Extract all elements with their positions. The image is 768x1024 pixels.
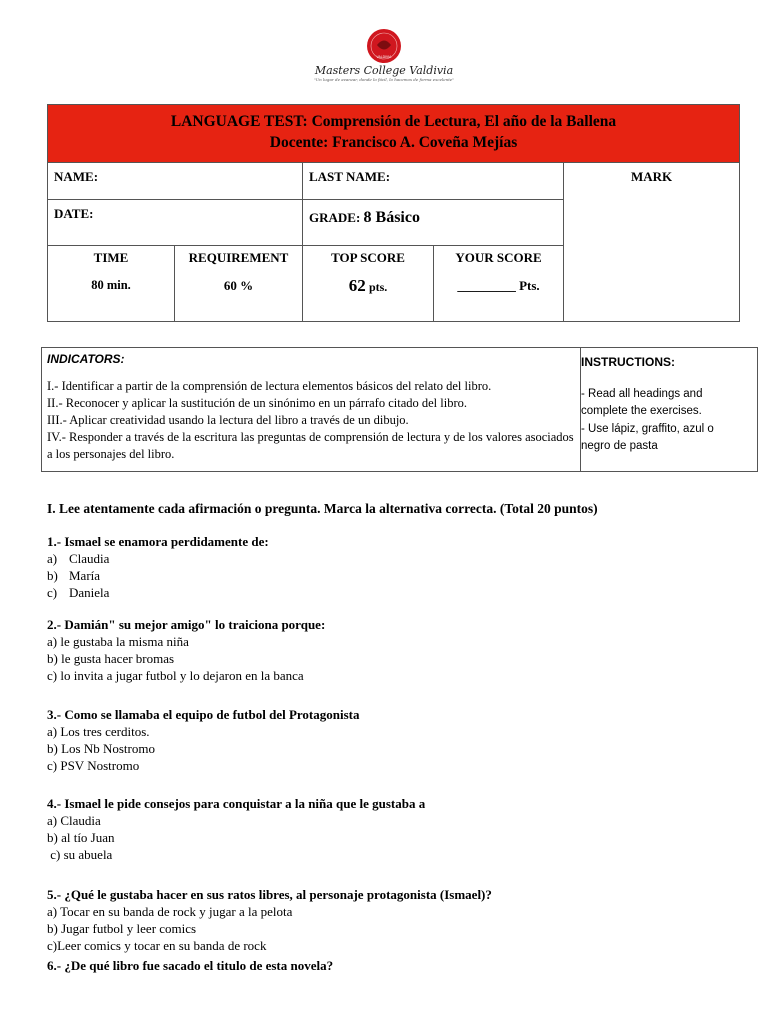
instruction-line: - Read all headings and <box>581 387 703 400</box>
date-label: DATE: <box>54 206 94 221</box>
requirement-label: REQUIREMENT <box>188 250 289 265</box>
teacher-line: Docente: Francisco A. Coveña Mejías <box>269 134 518 151</box>
top-score-cell <box>303 246 434 322</box>
option-b[interactable]: b) Los Nb Nostromo <box>47 741 155 756</box>
top-score-unit: pts. <box>368 280 388 294</box>
section-title: I. Lee atentamente cada afirmación o pregunta. Marca la alternativa correcta. (Total 20 puntos) <box>47 501 598 516</box>
instructions-box <box>581 348 758 472</box>
question-text: 1.- Ismael se enamora perdidamente de: <box>47 534 269 549</box>
name-field[interactable] <box>48 163 303 200</box>
mark-box[interactable] <box>564 163 740 322</box>
instructions-heading: INSTRUCTIONS: <box>581 355 675 369</box>
your-score-cell[interactable] <box>434 246 564 322</box>
mark-label: MARK <box>630 169 673 184</box>
option-a[interactable]: a) Tocar en su banda de rock y jugar a la pelota <box>47 904 293 919</box>
option-b[interactable]: b) Jugar futbol y leer comics <box>47 921 197 936</box>
requirement-value: 60 % <box>223 278 254 293</box>
grade-value: 8 Básico <box>363 209 420 226</box>
option-c[interactable]: c)Leer comics y tocar en su banda de rock <box>47 938 267 953</box>
question-3 <box>47 706 360 774</box>
option-a[interactable]: a) Claudia <box>47 813 101 828</box>
instruction-line: complete the exercises. <box>581 405 702 417</box>
question-1 <box>47 533 269 601</box>
date-field[interactable] <box>48 200 303 246</box>
last-name-label: LAST NAME: <box>309 169 391 184</box>
last-name-field[interactable] <box>303 163 564 200</box>
grade-field <box>303 200 564 246</box>
option-a[interactable]: a) le gustaba la misma niña <box>47 634 189 649</box>
instruction-line: - Use lápiz, graffito, azul o <box>581 422 714 435</box>
indicators-box <box>42 348 581 472</box>
option-c[interactable]: c) PSV Nostromo <box>47 758 140 773</box>
top-score-value: 62 <box>348 276 366 295</box>
question-text: 5.- ¿Qué le gustaba hacer en sus ratos libres, al personaje protagonista (Ismael)? <box>47 887 492 902</box>
time-value: 80 min. <box>91 278 131 292</box>
seal-text: VALDIVIA <box>376 55 392 59</box>
test-header-table <box>47 104 740 322</box>
option-a[interactable]: a) Claudia <box>47 551 110 566</box>
option-b[interactable]: b) María <box>47 568 101 583</box>
question-text: 4.- Ismael le pide consejos para conquistar a la niña que le gustaba a <box>47 796 426 811</box>
top-score-label: TOP SCORE <box>331 250 405 265</box>
indicator-item: III.- Aplicar creatividad usando la lectura del libro a través de un dibujo. <box>47 413 409 427</box>
test-title-line1: LANGUAGE TEST: Comprensión de Lectura, El año de la Ballena <box>170 113 617 130</box>
question-text: 3.- Como se llamaba el equipo de futbol del Protagonista <box>47 707 360 722</box>
your-score-value: _________ Pts. <box>457 278 540 293</box>
school-name: Masters College Valdivia <box>314 64 454 77</box>
your-score-label: YOUR SCORE <box>455 250 542 265</box>
instruction-line: negro de pasta <box>581 440 658 452</box>
option-c[interactable]: c) su abuela <box>47 847 113 862</box>
option-c[interactable]: c) lo invita a jugar futbol y lo dejaron en la banca <box>47 668 304 683</box>
test-title <box>48 105 740 163</box>
option-b[interactable]: b) al tío Juan <box>47 830 115 845</box>
indicator-item: II.- Reconocer y aplicar la sustitución de un sinónimo en un párrafo citado del libro. <box>47 396 468 410</box>
question-5 <box>47 886 492 954</box>
option-a[interactable]: a) Los tres cerditos. <box>47 724 150 739</box>
question-6 <box>47 957 333 974</box>
indicators-table <box>41 347 758 472</box>
requirement-cell <box>175 246 303 322</box>
time-cell <box>48 246 175 322</box>
option-c[interactable]: c) Daniela <box>47 585 110 600</box>
school-motto: "Un lugar de avanzar, donde lo fácil, lo hacemos de forma excelente" <box>313 77 455 82</box>
grade-label: GRADE: <box>309 210 361 225</box>
seal-icon <box>366 28 402 64</box>
question-2 <box>47 616 325 684</box>
time-label: TIME <box>93 250 129 265</box>
indicator-item: IV.- Responder a través de la escritura las preguntas de comprensión de lectura y de los valores asociados a los personajes del libro. <box>47 430 574 461</box>
option-b[interactable]: b) le gusta hacer bromas <box>47 651 175 666</box>
question-text: 6.- ¿De qué libro fue sacado el titulo de esta novela? <box>47 958 334 973</box>
question-4 <box>47 795 425 863</box>
school-logo <box>0 28 768 82</box>
name-label: NAME: <box>54 169 99 184</box>
indicator-item: I.- Identificar a partir de la comprensión de lectura elementos básicos del relato del libro. <box>47 379 492 393</box>
question-text: 2.- Damián" su mejor amigo" lo traiciona porque: <box>47 617 326 632</box>
indicators-heading: INDICATORS: <box>47 352 125 366</box>
